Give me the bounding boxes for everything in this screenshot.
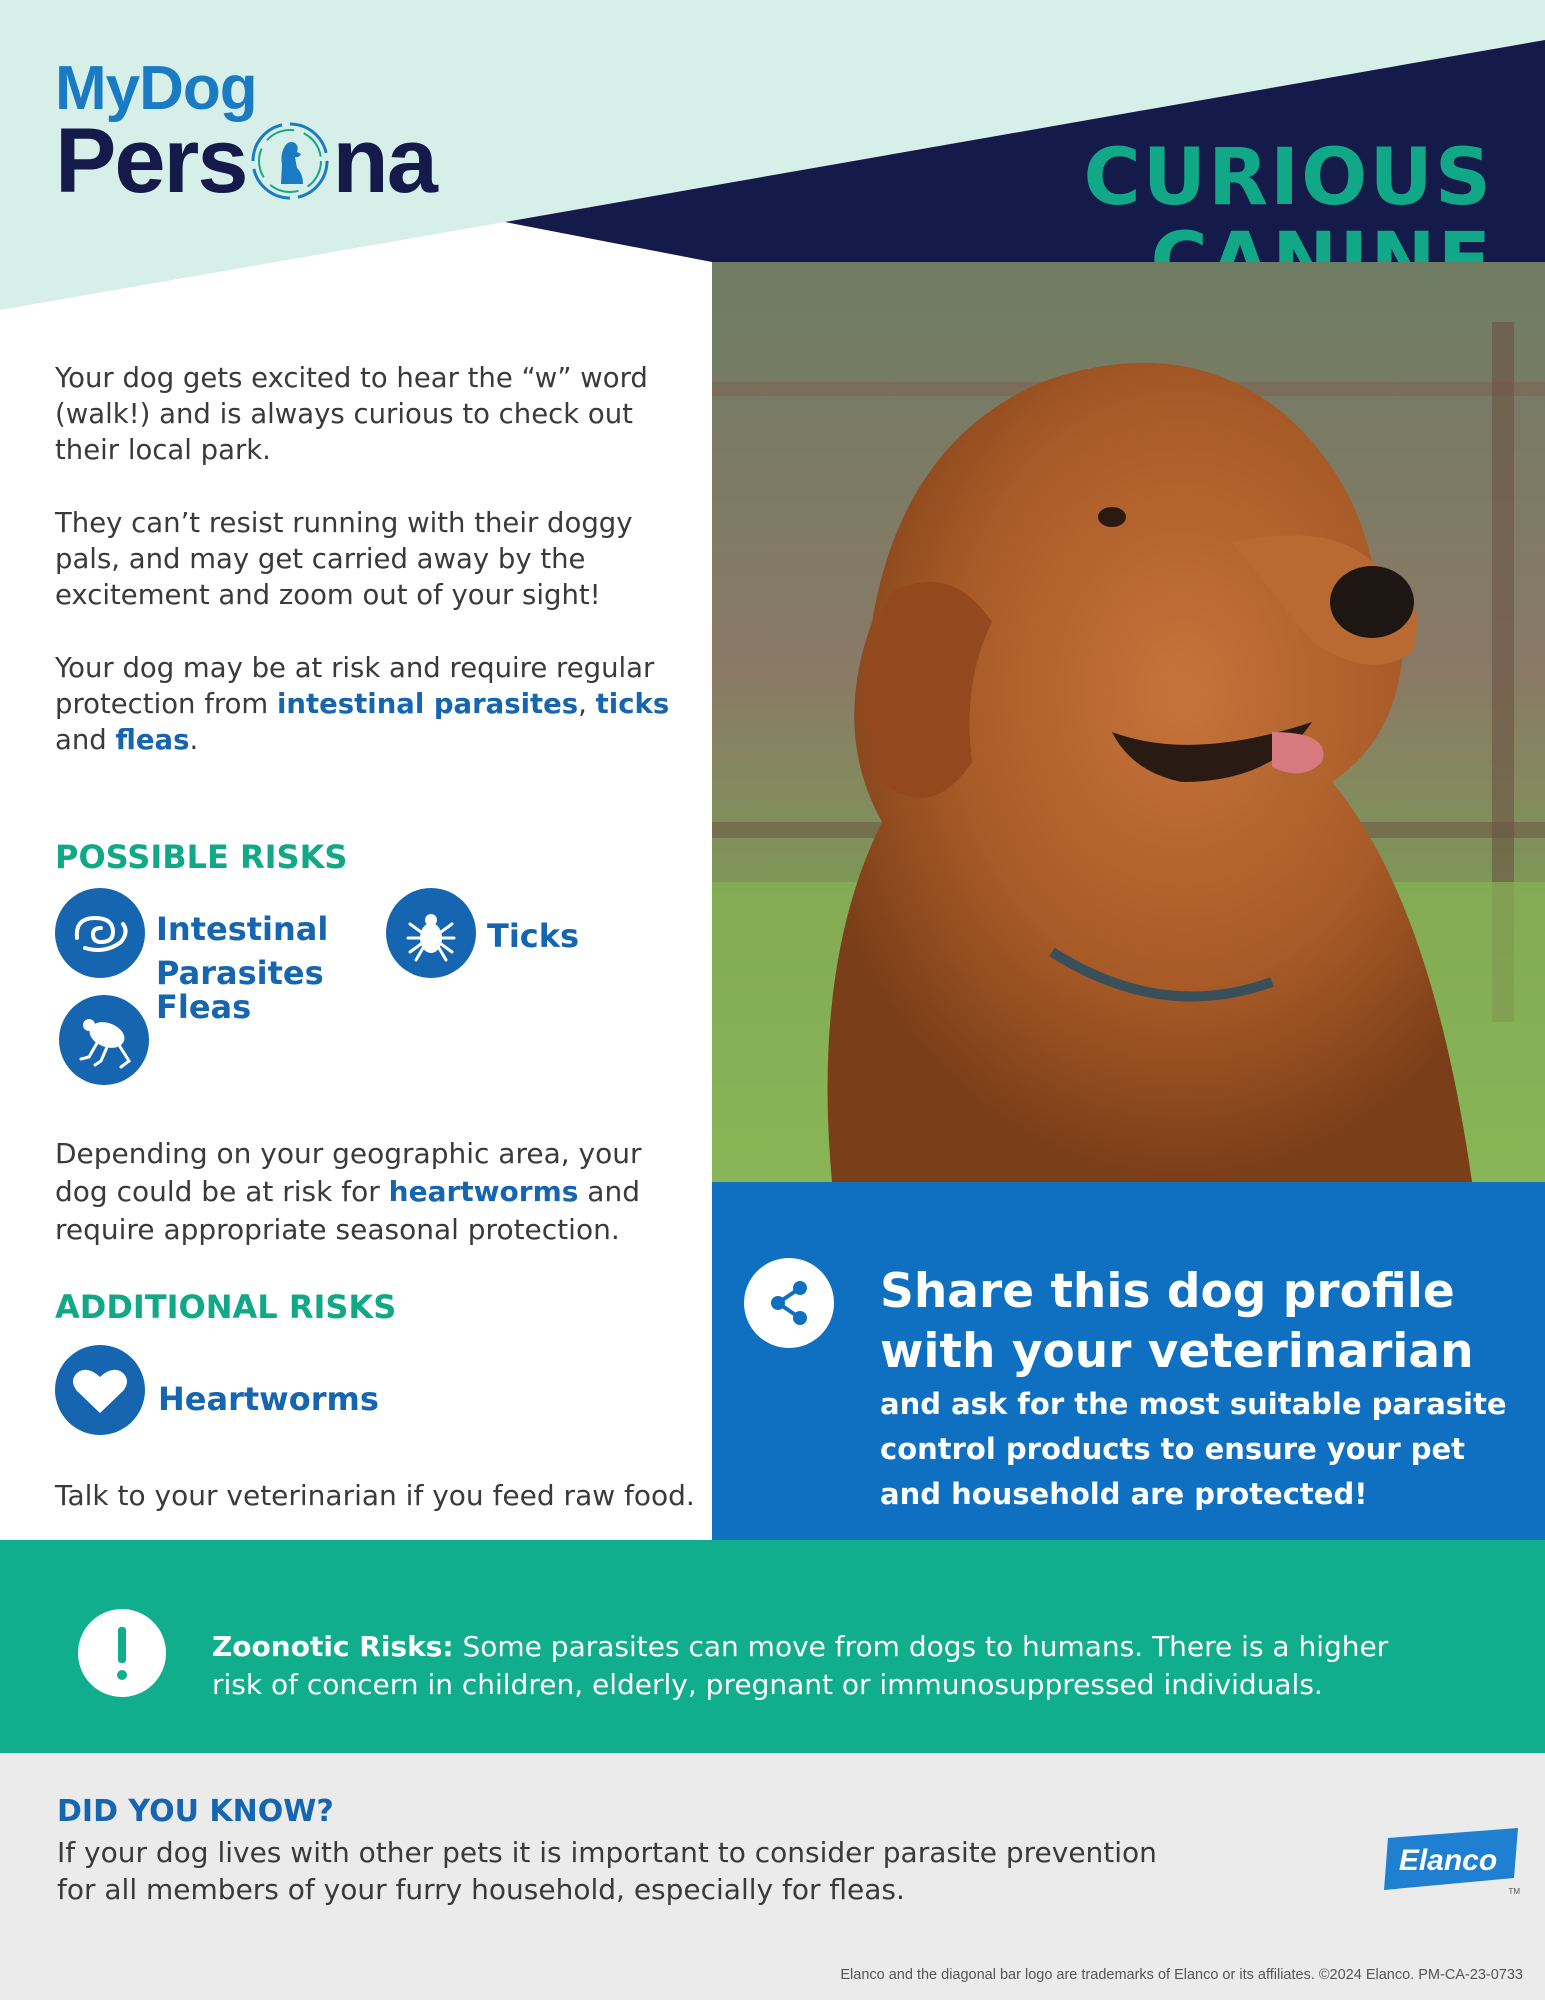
- worm-icon: [55, 888, 145, 978]
- zoonotic-body: Some parasites can move from dogs to humans. There is a higher risk of concern in children, elderly, pregnant or immunosuppressed individuals.: [212, 1630, 1389, 1701]
- did-you-know-title: DID YOU KNOW?: [57, 1794, 334, 1829]
- risk-label-intestinal-parasites: [156, 910, 328, 992]
- footer-legal: Elanco and the diagonal bar logo are trademarks of Elanco or its affiliates. ©2024 Elanco. PM-CA-23-0733: [840, 1967, 1523, 1983]
- logo-line2-after: na: [332, 110, 436, 212]
- geo-before: Depending on your geographic area, your dog could be at risk for: [55, 1137, 642, 1208]
- highlight-heartworms: heartworms: [388, 1175, 579, 1208]
- heart-icon: [55, 1345, 145, 1435]
- brand-name: Elanco: [1398, 1844, 1498, 1877]
- did-you-know-text: If your dog lives with other pets it is important to consider parasite prevention for all members of your furry household, especially for fleas.: [57, 1836, 1157, 1906]
- flea-icon: [59, 995, 149, 1085]
- zoonotic-text: [212, 1628, 1412, 1704]
- highlight-intestinal-parasites: intestinal parasites: [276, 688, 579, 720]
- possible-risks-title: POSSIBLE RISKS: [55, 838, 348, 876]
- intro-p3-and: and: [55, 724, 116, 756]
- intro-p1: Your dog gets excited to hear the “w” word (walk!) and is always curious to check out their local park.: [55, 362, 648, 466]
- highlight-ticks: ticks: [595, 688, 670, 720]
- highlight-fleas: fleas: [115, 724, 190, 756]
- logo-line2-before: Pers: [55, 110, 247, 212]
- brand-tm: TM: [1508, 1887, 1520, 1896]
- intro-paragraph-3: [55, 650, 695, 758]
- intro-paragraph-1: [55, 360, 695, 468]
- intro-paragraph-2: [55, 505, 695, 613]
- geo-text: [55, 1135, 695, 1249]
- geo-after: and require appropriate seasonal protection.: [55, 1175, 640, 1246]
- logo-line1: MyDog: [55, 54, 257, 123]
- exclamation-icon: [78, 1609, 166, 1697]
- tick-icon: [386, 888, 476, 978]
- risk-label-fleas: Fleas: [156, 988, 252, 1026]
- zoonotic-label: Zoonotic Risks:: [212, 1630, 454, 1663]
- risk-label-parasites: Parasites: [156, 954, 324, 992]
- intro-p3-end: .: [189, 724, 199, 756]
- dog-photo: [712, 262, 1545, 1182]
- share-icon[interactable]: [744, 1258, 834, 1348]
- mydog-persona-logo: [55, 54, 436, 212]
- additional-risks-title: ADDITIONAL RISKS: [55, 1288, 397, 1326]
- risk-label-ticks: Ticks: [487, 917, 580, 955]
- intro-p3: [55, 650, 695, 758]
- elanco-logo: [1378, 1820, 1528, 1900]
- dog-circle-icon: [249, 120, 331, 202]
- raw-food-note: Talk to your veterinarian if you feed raw food.: [55, 1479, 695, 1512]
- logo-line2: [55, 110, 436, 212]
- intro-p3-before: Your dog may be at risk and require regular protection from: [55, 652, 655, 720]
- share-subtext: and ask for the most suitable parasite control products to ensure your pet and household are protected!: [880, 1387, 1507, 1511]
- intro-p2: They can’t resist running with their doggy pals, and may get carried away by the excitement and zoom out of your sight!: [55, 507, 633, 611]
- share-heading: Share this dog profile with your veterinarian: [880, 1264, 1474, 1379]
- geo-paragraph: [55, 1135, 695, 1249]
- intro-p3-sep: ,: [578, 688, 596, 720]
- risk-label-heartworms: Heartworms: [158, 1380, 379, 1418]
- profile-title-line1: CURIOUS: [1083, 133, 1493, 223]
- risk-label-intestinal: Intestinal: [156, 910, 329, 948]
